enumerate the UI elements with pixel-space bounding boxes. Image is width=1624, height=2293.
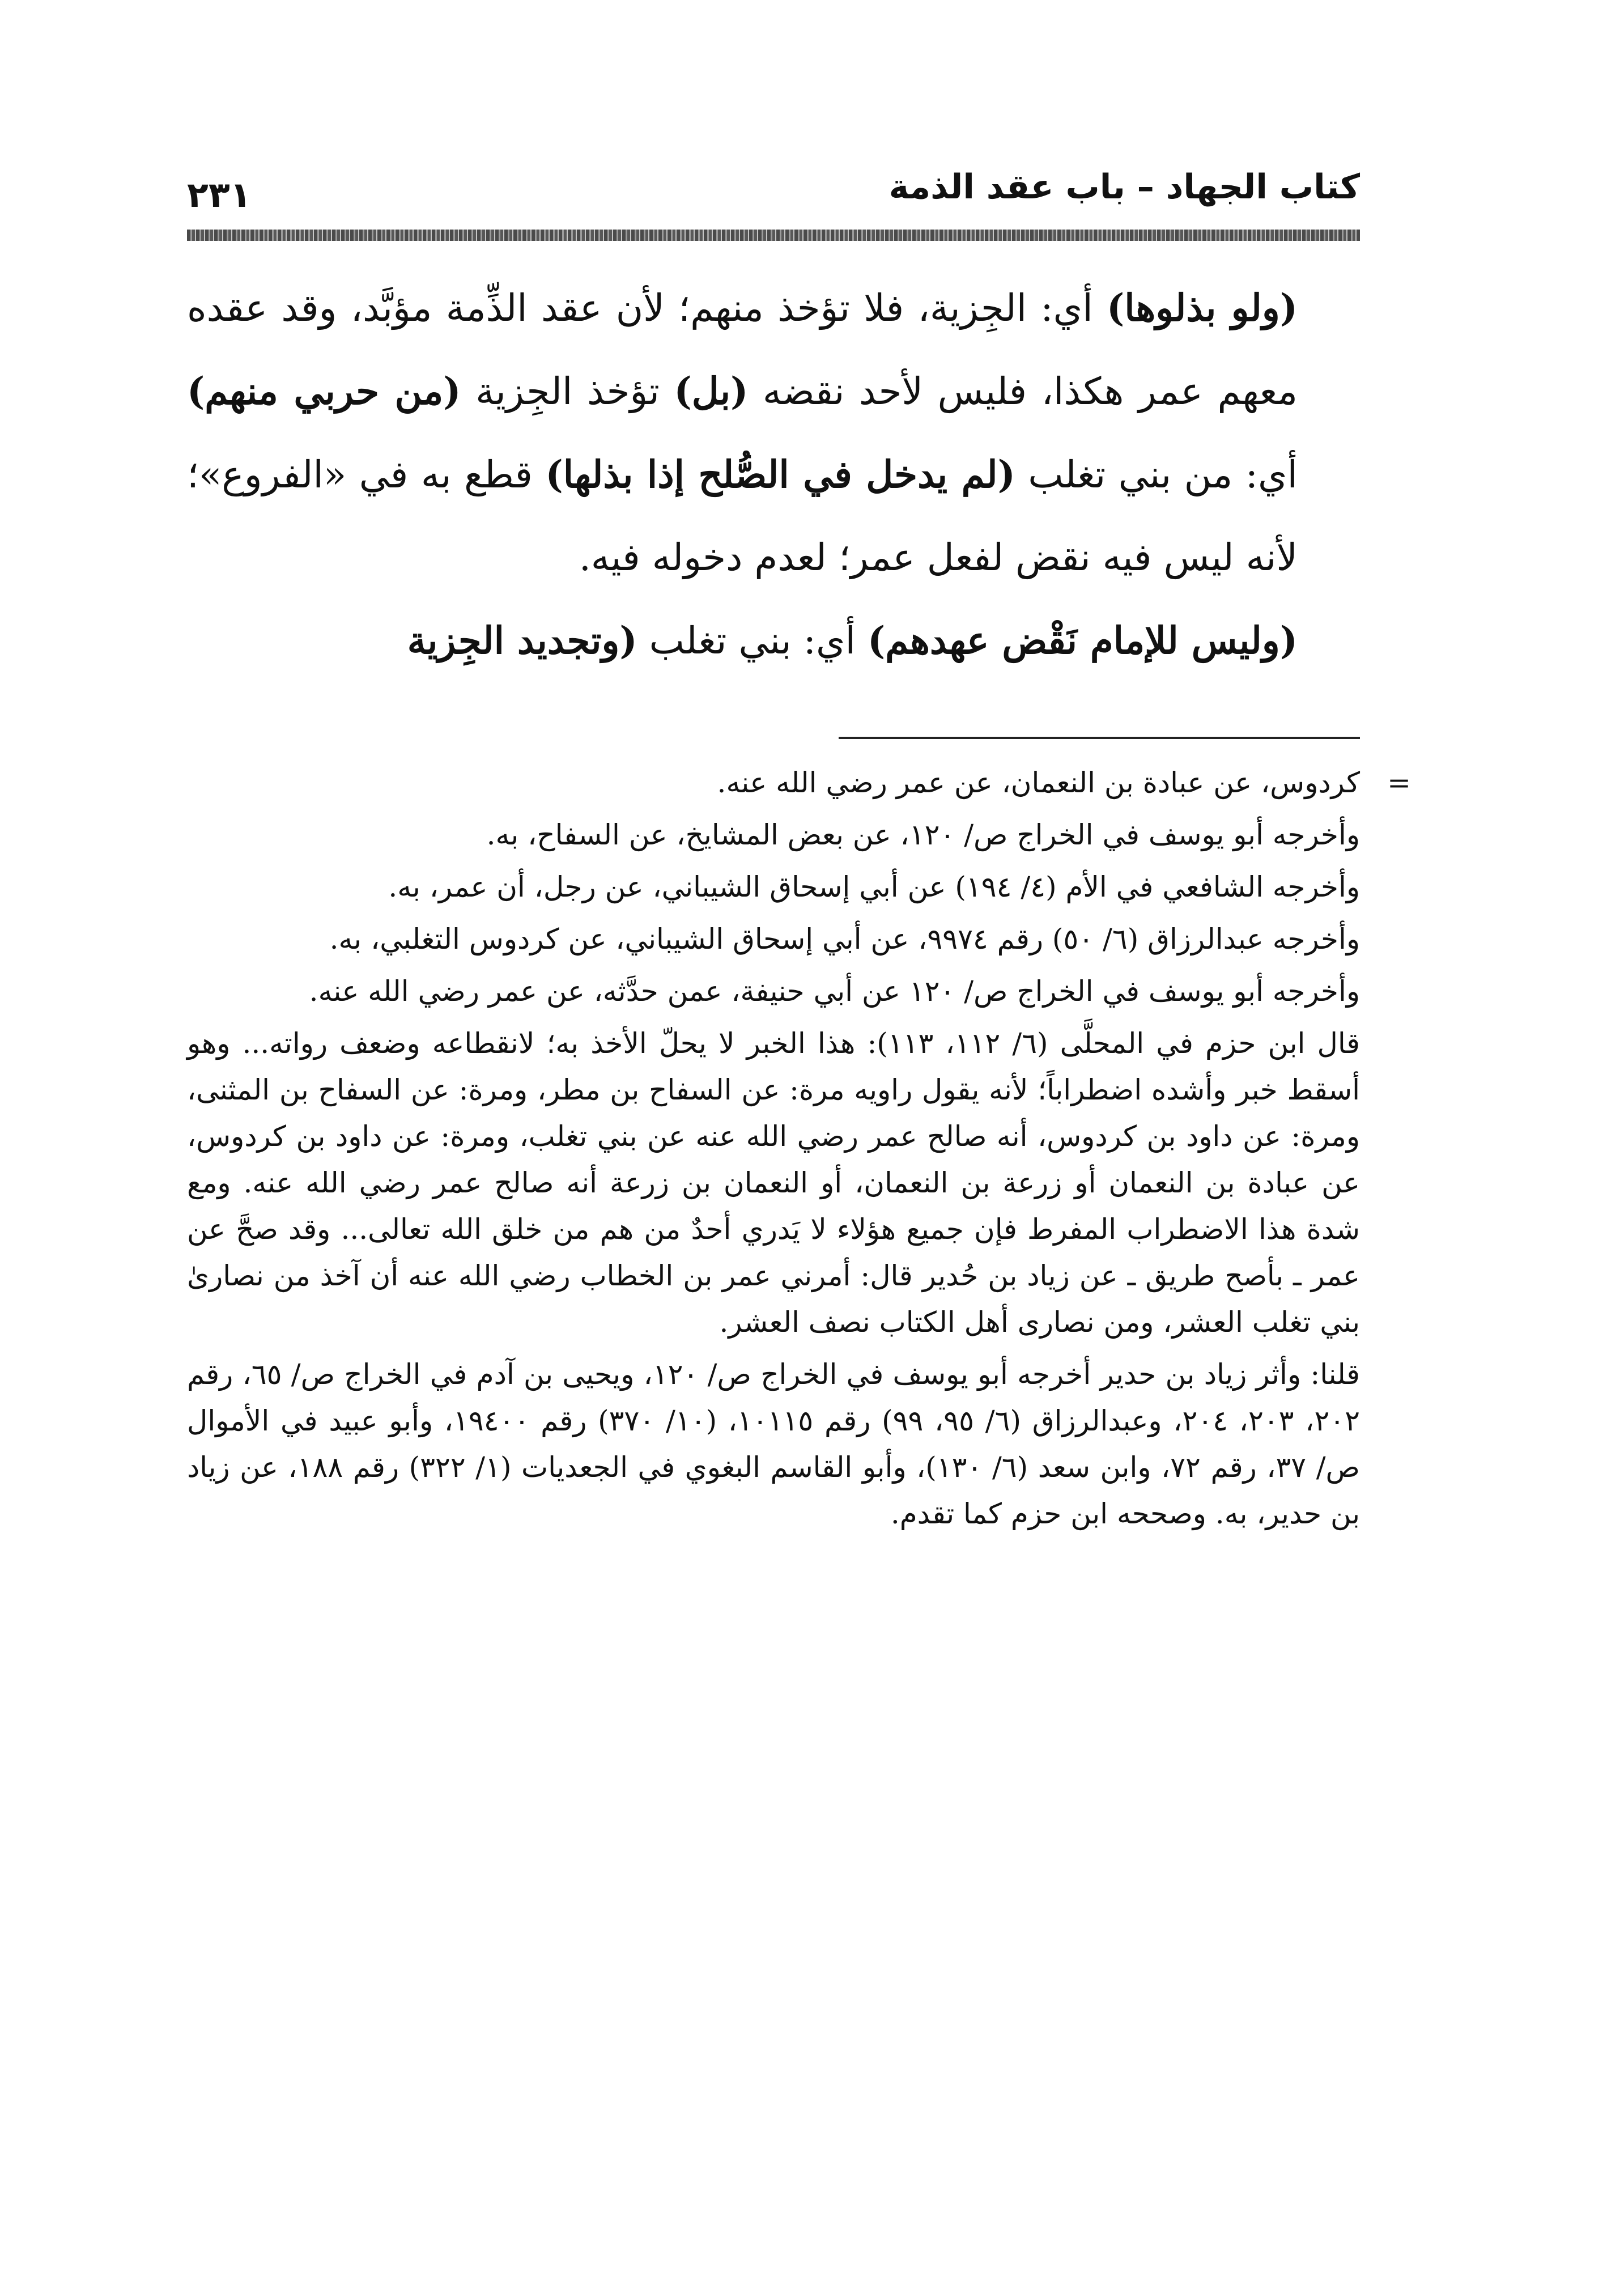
footnote-line [187, 759, 1411, 806]
footnote-line: قال ابن حزم في المحلَّى (٦/ ١١٢، ١١٣): هذا الخبر لا يحلّ الأخذ به؛ لانقطاعه وضعف رواته... وهو أسقط خبر وأشده اضطراباً؛ لأنه يقول راويه مرة: عن السفاح بن مطر، ومرة: عن السفاح بن المثنى، ومرة: عن داود بن كردوس، أنه صالح عمر رضي الله عنه عن بني تغلب، ومرة: عن داود بن كردوس، عن عبادة بن النعمان أو زرعة بن النعمان، أو النعمان بن زرعة أنه صالح عمر رضي الله عنه. ومع شدة هذا الاضطراب المفرط فإن جميع هؤلاء لا يَدري أحدٌ من هم من خلق الله تعالى... وقد صحَّ عن عمر ـ بأصح طريق ـ عن زياد بن حُدير قال: أمرني عمر بن الخطاب رضي الله عنه أن آخذ من نصارىٰ بني تغلب العشر، ومن نصارى أهل الكتاب نصف العشر. [187, 1027, 1360, 1339]
footnotes [187, 759, 1411, 1543]
footnote-line: قلنا: وأثر زياد بن حدير أخرجه أبو يوسف في الخراج ص/ ١٢٠، ويحيى بن آدم في الخراج ص/ ٦٥، رقم ٢٠٢، ٢٠٣، ٢٠٤، وعبدالرزاق (٦/ ٩٥، ٩٩) رقم ١٠١١٥، (١٠/ ٣٧٠) رقم ١٩٤٠٠، وأبو عبيد في الأموال ص/ ٣٧، رقم ٧٢، وابن سعد (٦/ ١٣٠)، وأبو القاسم البغوي في الجعديات (١/ ٣٢٢) رقم ١٨٨، عن زياد بن حدير، به. وصححه ابن حزم كما تقدم. [187, 1358, 1361, 1530]
main-paragraph-2 [187, 599, 1360, 682]
footnote-separator [839, 737, 1360, 739]
main-paragraph-1 [187, 266, 1360, 599]
commentary-text: أي: الجِزية، فلا تؤخذ منهم؛ لأن عقد الذِّمة مؤبَّد، وقد عقده معهم عمر هكذا، فليس لأحد نقضه [187, 286, 1298, 413]
commentary-text: قطع به في «الفروع»؛ لأنه ليس فيه نقض لفعل عمر؛ لعدم دخوله فيه. [187, 453, 1298, 579]
matn-phrase: (من حربي منهم) [187, 369, 461, 413]
matn-phrase: (وتجديد الجِزية [407, 618, 637, 663]
main-text [187, 266, 1360, 682]
matn-phrase: (وليس للإمام نَقْض عهدهم) [867, 618, 1298, 663]
matn-phrase: (بل) [674, 369, 749, 413]
footnote-line: وأخرجه عبدالرزاق (٦/ ٥٠) رقم ٩٩٧٤، عن أبي إسحاق الشيباني، عن كردوس التغلبي، به. [329, 923, 1360, 956]
matn-phrase: (لم يدخل في الصُّلح إذا بذلها) [545, 452, 1015, 496]
commentary-text: أي: بني تغلب [637, 619, 868, 663]
footnote-text: كردوس، عن عبادة بن النعمان، عن عمر رضي الله عنه. [717, 766, 1360, 799]
footnote-line: وأخرجه الشافعي في الأم (٤/ ١٩٤) عن أبي إسحاق الشيباني، عن رجل، أن عمر، به. [388, 871, 1360, 903]
running-header [187, 159, 1360, 221]
commentary-text: تؤخذ الجِزية [461, 370, 674, 413]
matn-phrase: (ولو بذلوها) [1106, 286, 1298, 330]
page-number: ٢٣١ [187, 174, 252, 215]
footnote-line: وأخرجه أبو يوسف في الخراج ص/ ١٢٠ عن أبي حنيفة، عمن حدَّثه، عن عمر رضي الله عنه. [309, 975, 1360, 1008]
header-rule [187, 230, 1360, 241]
footnote-line: وأخرجه أبو يوسف في الخراج ص/ ١٢٠، عن بعض المشايخ، عن السفاح، به. [486, 818, 1360, 851]
continuation-mark: = [1387, 766, 1411, 799]
header-title: كتاب الجهاد – باب عقد الذمة [888, 167, 1360, 207]
commentary-text: أي: من بني تغلب [1015, 453, 1298, 496]
